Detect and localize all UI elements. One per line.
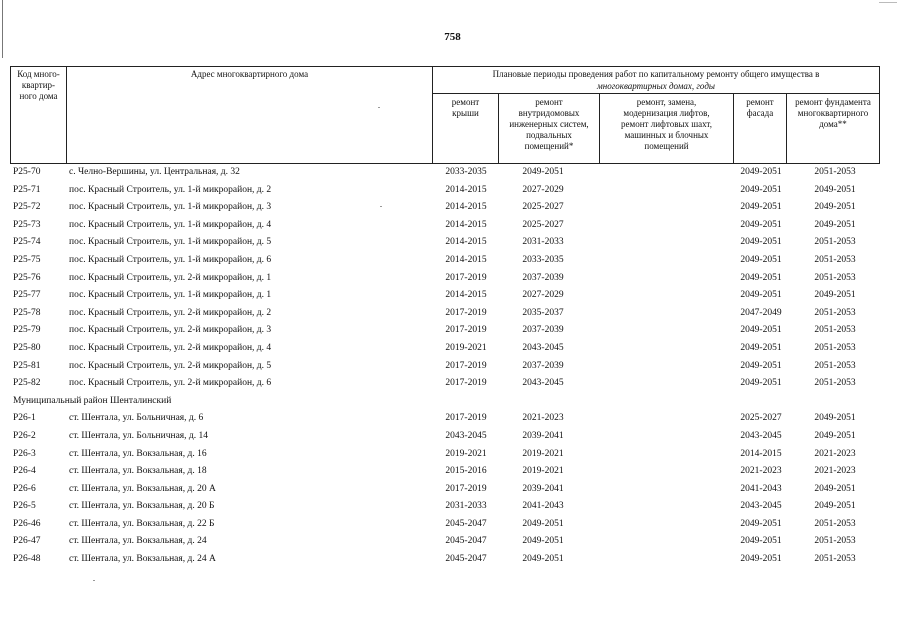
cell-foundation: 2049-2051 (814, 483, 856, 494)
cell-address: ст. Шентала, ул. Вокзальная, д. 22 Б (69, 518, 215, 529)
header-periods-title: Плановые периоды проведения работ по капитальному ремонту общего имущества в (492, 69, 820, 79)
cell-foundation: 2049-2051 (814, 219, 856, 230)
cell-foundation: 2049-2051 (814, 430, 856, 441)
cell-foundation: 2021-2023 (814, 448, 856, 459)
cell-address: ст. Шентала, ул. Вокзальная, д. 20 Б (69, 501, 215, 512)
header-address: Адрес многоквартирного дома (190, 69, 309, 79)
table-row (10, 164, 880, 182)
cell-foundation: 2051-2053 (814, 342, 856, 353)
cell-roof: 2014-2015 (445, 254, 487, 265)
cell-foundation: 2049-2051 (814, 202, 856, 213)
cell-utilities: 2021-2023 (522, 413, 564, 424)
cell-foundation: 2051-2053 (814, 378, 856, 389)
header-divider (432, 93, 879, 94)
cell-address: пос. Красный Строитель, ул. 1-й микрорайон, д. 1 (69, 290, 272, 301)
cell-facade: 2049-2051 (740, 518, 782, 529)
cell-code: Р25-74 (13, 237, 41, 248)
cell-foundation: 2051-2053 (814, 518, 856, 529)
cell-code: Р25-80 (13, 342, 41, 353)
cell-code: Р26-4 (13, 466, 36, 477)
cell-code: Р25-79 (13, 325, 41, 336)
table-row (10, 358, 880, 376)
cell-code: Р25-72 (13, 202, 41, 213)
cell-utilities: 2019-2021 (522, 466, 564, 477)
cell-facade: 2049-2051 (740, 378, 782, 389)
scan-speck (93, 580, 95, 581)
cell-roof: 2014-2015 (445, 184, 487, 195)
cell-address: ст. Шентала, ул. Вокзальная, д. 20 А (69, 483, 216, 494)
cell-facade: 2049-2051 (740, 342, 782, 353)
cell-roof: 2043-2045 (445, 430, 487, 441)
cell-foundation: 2051-2053 (814, 272, 856, 283)
cell-roof: 2045-2047 (445, 554, 487, 565)
cell-address: ст. Шентала, ул. Вокзальная, д. 24 А (69, 554, 216, 565)
cell-roof: 2014-2015 (445, 290, 487, 301)
cell-code: Р26-48 (13, 554, 41, 565)
cell-code: Р26-46 (13, 518, 41, 529)
cell-code: Р26-2 (13, 430, 36, 441)
cell-code: Р25-81 (13, 360, 41, 371)
cell-roof: 2015-2016 (445, 466, 487, 477)
cell-utilities: 2049-2051 (522, 536, 564, 547)
cell-facade: 2049-2051 (740, 219, 782, 230)
cell-facade: 2043-2045 (740, 430, 782, 441)
cell-utilities: 2035-2037 (522, 307, 564, 318)
cell-utilities: 2049-2051 (522, 518, 564, 529)
cell-code: Р25-73 (13, 219, 41, 230)
table-row (10, 305, 880, 323)
table-row (10, 340, 880, 358)
cell-facade: 2021-2023 (740, 466, 782, 477)
cell-roof: 2017-2019 (445, 272, 487, 283)
cell-roof: 2017-2019 (445, 483, 487, 494)
cell-roof: 2014-2015 (445, 219, 487, 230)
cell-foundation: 2049-2051 (814, 501, 856, 512)
cell-address: пос. Красный Строитель, ул. 1-й микрорайон, д. 3 (69, 202, 272, 213)
cell-foundation: 2051-2053 (814, 307, 856, 318)
table-row (10, 322, 880, 340)
cell-facade: 2043-2045 (740, 501, 782, 512)
cell-code: Р25-78 (13, 307, 41, 318)
cell-utilities: 2025-2027 (522, 219, 564, 230)
cell-foundation: 2051-2053 (814, 325, 856, 336)
cell-facade: 2049-2051 (740, 254, 782, 265)
header-roof: ремонт крыши (451, 97, 480, 118)
header-code: Код много- квартир- ного дома (17, 69, 60, 101)
table-row (10, 516, 880, 534)
table-row (10, 410, 880, 428)
header-facade: ремонт фасада (746, 97, 774, 118)
cell-code: Р26-5 (13, 501, 36, 512)
cell-address: пос. Красный Строитель, ул. 1-й микрорайон, д. 6 (69, 254, 272, 265)
cell-address: пос. Красный Строитель, ул. 2-й микрорайон, д. 1 (69, 272, 272, 283)
scan-mark (879, 2, 897, 3)
cell-utilities: 2027-2029 (522, 290, 564, 301)
cell-code: Р25-82 (13, 378, 41, 389)
table-row (10, 199, 880, 217)
cell-utilities: 2027-2029 (522, 184, 564, 195)
cell-address: ст. Шентала, ул. Вокзальная, д. 16 (69, 448, 207, 459)
cell-utilities: 2041-2043 (522, 501, 564, 512)
cell-code: Р25-75 (13, 254, 41, 265)
cell-utilities: 2039-2041 (522, 430, 564, 441)
cell-address: ст. Шентала, ул. Вокзальная, д. 18 (69, 466, 207, 477)
cell-roof: 2017-2019 (445, 378, 487, 389)
cell-address: ст. Шентала, ул. Больничная, д. 6 (69, 413, 204, 424)
cell-utilities: 2019-2021 (522, 448, 564, 459)
table-row (10, 551, 880, 569)
cell-facade: 2049-2051 (740, 290, 782, 301)
cell-utilities: 2037-2039 (522, 272, 564, 283)
cell-utilities: 2033-2035 (522, 254, 564, 265)
header-divider (66, 67, 67, 163)
cell-facade: 2025-2027 (740, 413, 782, 424)
table-row (10, 234, 880, 252)
cell-facade: 2049-2051 (740, 360, 782, 371)
cell-utilities: 2049-2051 (522, 554, 564, 565)
cell-address: ст. Шентала, ул. Больничная, д. 14 (69, 430, 208, 441)
cell-facade: 2049-2051 (740, 202, 782, 213)
cell-roof: 2017-2019 (445, 413, 487, 424)
cell-code: Р26-6 (13, 483, 36, 494)
header-utilities: ремонт внутридомовых инженерных систем, подвальных помещений* (509, 97, 589, 151)
cell-foundation: 2051-2053 (814, 237, 856, 248)
table-row (10, 463, 880, 481)
cell-address: пос. Красный Строитель, ул. 2-й микрорайон, д. 2 (69, 307, 272, 318)
cell-foundation: 2051-2053 (814, 554, 856, 565)
cell-roof: 2017-2019 (445, 325, 487, 336)
cell-roof: 2045-2047 (445, 518, 487, 529)
cell-address: ст. Шентала, ул. Вокзальная, д. 24 (69, 536, 207, 547)
cell-utilities: 2037-2039 (522, 325, 564, 336)
table-row (10, 287, 880, 305)
cell-code: Р25-70 (13, 167, 41, 177)
page-number: 758 (444, 31, 461, 43)
cell-foundation: 2051-2053 (814, 167, 856, 177)
cell-address: пос. Красный Строитель, ул. 1-й микрорайон, д. 4 (69, 219, 272, 230)
table-row (10, 481, 880, 499)
cell-roof: 2045-2047 (445, 536, 487, 547)
section-row (10, 393, 880, 411)
cell-address: пос. Красный Строитель, ул. 2-й микрорайон, д. 4 (69, 342, 272, 353)
cell-facade: 2049-2051 (740, 272, 782, 283)
table-row (10, 217, 880, 235)
cell-facade: 2049-2051 (740, 167, 782, 177)
cell-utilities: 2031-2033 (522, 237, 564, 248)
table-row (10, 182, 880, 200)
cell-utilities: 2043-2045 (522, 342, 564, 353)
cell-foundation: 2051-2053 (814, 536, 856, 547)
table-row (10, 270, 880, 288)
cell-utilities: 2037-2039 (522, 360, 564, 371)
cell-foundation: 2049-2051 (814, 413, 856, 424)
cell-roof: 2033-2035 (445, 167, 487, 177)
table-row (10, 428, 880, 446)
cell-roof: 2014-2015 (445, 237, 487, 248)
cell-code: Р25-77 (13, 290, 41, 301)
header-foundation: ремонт фундамента многоквартирного дома** (795, 97, 871, 129)
cell-code: Р25-76 (13, 272, 41, 283)
table-row (10, 533, 880, 551)
cell-facade: 2049-2051 (740, 536, 782, 547)
header-lifts: ремонт, замена, модернизация лифтов, ремонт лифтовых шахт, машинных и блочных помещений (621, 97, 712, 151)
table-row (10, 498, 880, 516)
cell-code: Р25-71 (13, 184, 41, 195)
cell-address: пос. Красный Строитель, ул. 2-й микрорайон, д. 6 (69, 378, 272, 389)
cell-facade: 2049-2051 (740, 325, 782, 336)
cell-utilities: 2043-2045 (522, 378, 564, 389)
cell-roof: 2017-2019 (445, 360, 487, 371)
cell-facade: 2041-2043 (740, 483, 782, 494)
cell-roof: 2014-2015 (445, 202, 487, 213)
cell-facade: 2049-2051 (740, 184, 782, 195)
cell-facade: 2047-2049 (740, 307, 782, 318)
table-header (10, 66, 880, 164)
cell-address: пос. Красный Строитель, ул. 1-й микрорайон, д. 2 (69, 184, 272, 195)
cell-facade: 2014-2015 (740, 448, 782, 459)
table-row (10, 375, 880, 393)
cell-code: Р26-47 (13, 536, 41, 547)
cell-utilities: 2039-2041 (522, 483, 564, 494)
cell-address: пос. Красный Строитель, ул. 1-й микрорайон, д. 5 (69, 237, 272, 248)
cell-facade: 2049-2051 (740, 237, 782, 248)
page-edge-rule (2, 0, 3, 58)
cell-roof: 2017-2019 (445, 307, 487, 318)
cell-code: Р26-3 (13, 448, 36, 459)
cell-code: Р26-1 (13, 413, 36, 424)
cell-utilities: 2025-2027 (522, 202, 564, 213)
cell-facade: 2049-2051 (740, 554, 782, 565)
cell-address: пос. Красный Строитель, ул. 2-й микрорайон, д. 3 (69, 325, 272, 336)
table-row (10, 446, 880, 464)
cell-utilities: 2049-2051 (522, 167, 564, 177)
cell-foundation: 2051-2053 (814, 254, 856, 265)
cell-foundation: 2049-2051 (814, 184, 856, 195)
cell-foundation: 2021-2023 (814, 466, 856, 477)
table-body (10, 164, 880, 569)
cell-foundation: 2051-2053 (814, 360, 856, 371)
header-periods-title-2: многоквартирных домах, годы (597, 81, 715, 91)
cell-roof: 2031-2033 (445, 501, 487, 512)
cell-roof: 2019-2021 (445, 448, 487, 459)
cell-foundation: 2049-2051 (814, 290, 856, 301)
cell-roof: 2019-2021 (445, 342, 487, 353)
section-title: Муниципальный район Шенталинский (13, 395, 172, 406)
cell-address: пос. Красный Строитель, ул. 2-й микрорайон, д. 5 (69, 360, 272, 371)
table-row (10, 252, 880, 270)
cell-address: с. Челно-Вершины, ул. Центральная, д. 32 (69, 167, 240, 177)
